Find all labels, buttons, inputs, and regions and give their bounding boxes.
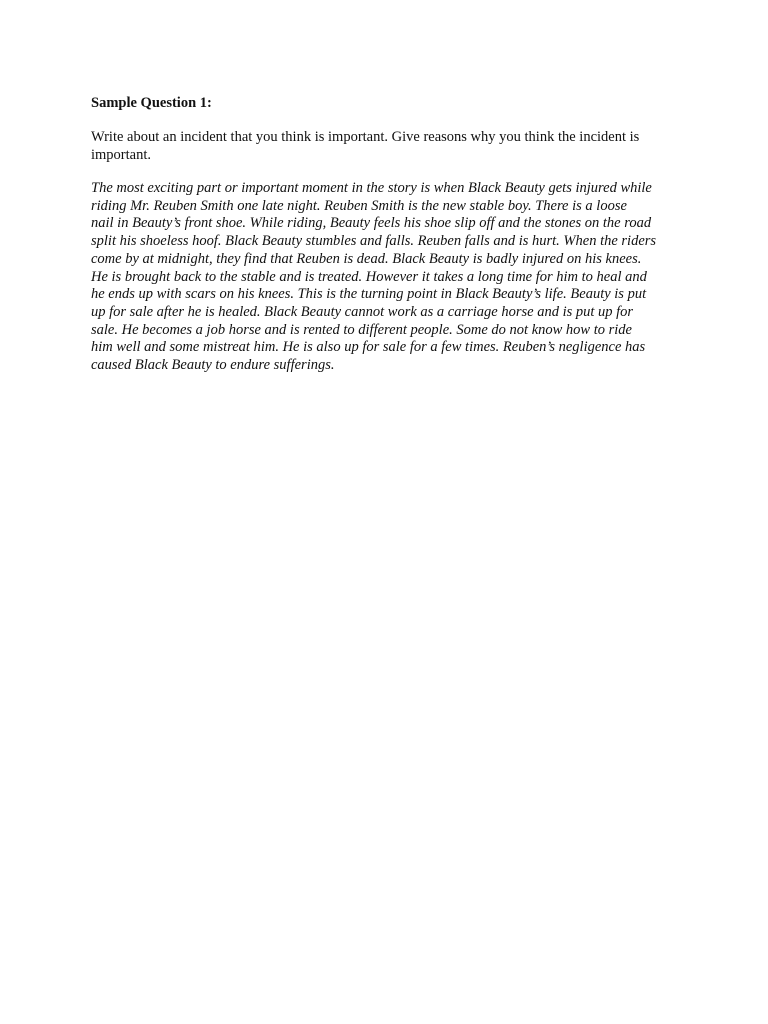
answer-line: up for sale after he is healed. Black Beauty cannot work as a carriage horse and is put up for [91,303,634,320]
answer-line: come by at midnight, they find that Reuben is dead. Black Beauty is badly injured on his knees. [91,250,642,267]
question-line: important. [91,147,152,163]
answer-line: caused Black Beauty to endure sufferings. [91,357,335,374]
question-prompt [91,128,691,164]
question-line: Write about an incident that you think is important. Give reasons why you think the incident is [91,129,640,145]
answer-line: He is brought back to the stable and is treated. However it takes a long time for him to heal and [91,268,647,285]
sample-answer [91,180,683,375]
answer-line: split his shoeless hoof. Black Beauty stumbles and falls. Reuben falls and is hurt. When the riders [91,233,657,250]
answer-line: he ends up with scars on his knees. This is the turning point in Black Beauty’s life. Beauty is put [91,286,647,303]
sample-question-heading: Sample Question 1: [91,95,212,111]
document-page [91,94,691,375]
answer-line: The most exciting part or important moment in the story is when Black Beauty gets injured while [91,180,652,196]
answer-line: him well and some mistreat him. He is also up for sale for a few times. Reuben’s negligence has [91,339,646,356]
answer-line: riding Mr. Reuben Smith one late night. Reuben Smith is the new stable boy. There is a loose [91,197,627,214]
answer-line: nail in Beauty’s front shoe. While riding, Beauty feels his shoe slip off and the stones on the road [91,215,652,232]
answer-line: sale. He becomes a job horse and is rented to different people. Some do not know how to ride [91,321,632,338]
